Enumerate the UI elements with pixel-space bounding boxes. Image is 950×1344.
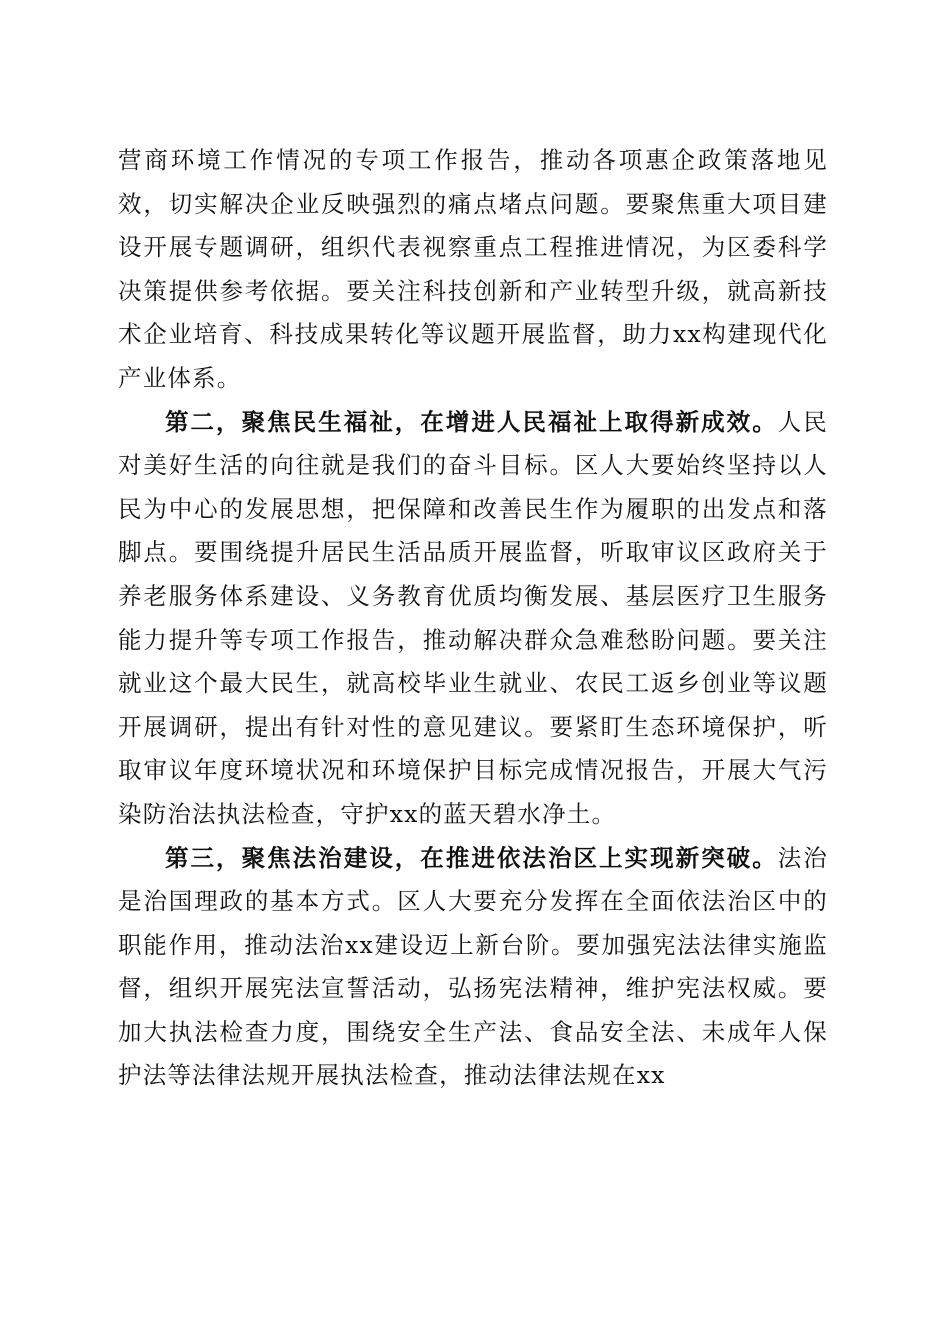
document-body <box>118 139 828 1098</box>
paragraph-2 <box>118 401 828 837</box>
paragraph-3-heading: 第三，聚焦法治建设，在推进依法治区上实现新突破。 <box>165 843 778 872</box>
paragraph-3-text: 法治是治国理政的基本方式。区人大要充分发挥在全面依法治区中的职能作用，推动法治xx建设迈上新台阶。要加强宪法法律实施监督，组织开展宪法宣誓活动，弘扬宪法精神，维护宪法权威。要加大执法检查力度，围绕安全生产法、食品安全法、未成年人保护法等法律法规开展执法检查，推动法律法规在xx <box>118 843 828 1090</box>
paragraph-1-text: 营商环境工作情况的专项工作报告，推动各项惠企政策落地见效，切实解决企业反映强烈的痛点堵点问题。要聚焦重大项目建设开展专题调研，组织代表视察重点工程推进情况，为区委科学决策提供参考依据。要关注科技创新和产业转型升级，就高新技术企业培育、科技成果转化等议题开展监督，助力xx构建现代化产业体系。 <box>118 146 828 392</box>
paragraph-1 <box>118 139 828 401</box>
paragraph-2-text: 人民对美好生活的向往就是我们的奋斗目标。区人大要始终坚持以人民为中心的发展思想，把保障和改善民生作为履职的出发点和落脚点。要围绕提升居民生活品质开展监督，听取审议区政府关于养老服务体系建设、义务教育优质均衡发展、基层医疗卫生服务能力提升等专项工作报告，推动解决群众急难愁盼问题。要关注就业这个最大民生，就高校毕业生就业、农民工返乡创业等议题开展调研，提出有针对性的意见建议。要紧盯生态环境保护，听取审议年度环境状况和环境保护目标完成情况报告，开展大气污染防治法执法检查，守护xx的蓝天碧水净土。 <box>118 407 828 828</box>
paragraph-2-heading: 第二，聚焦民生福祉，在增进人民福祉上取得新成效。 <box>165 407 778 436</box>
paragraph-3 <box>118 837 828 1099</box>
